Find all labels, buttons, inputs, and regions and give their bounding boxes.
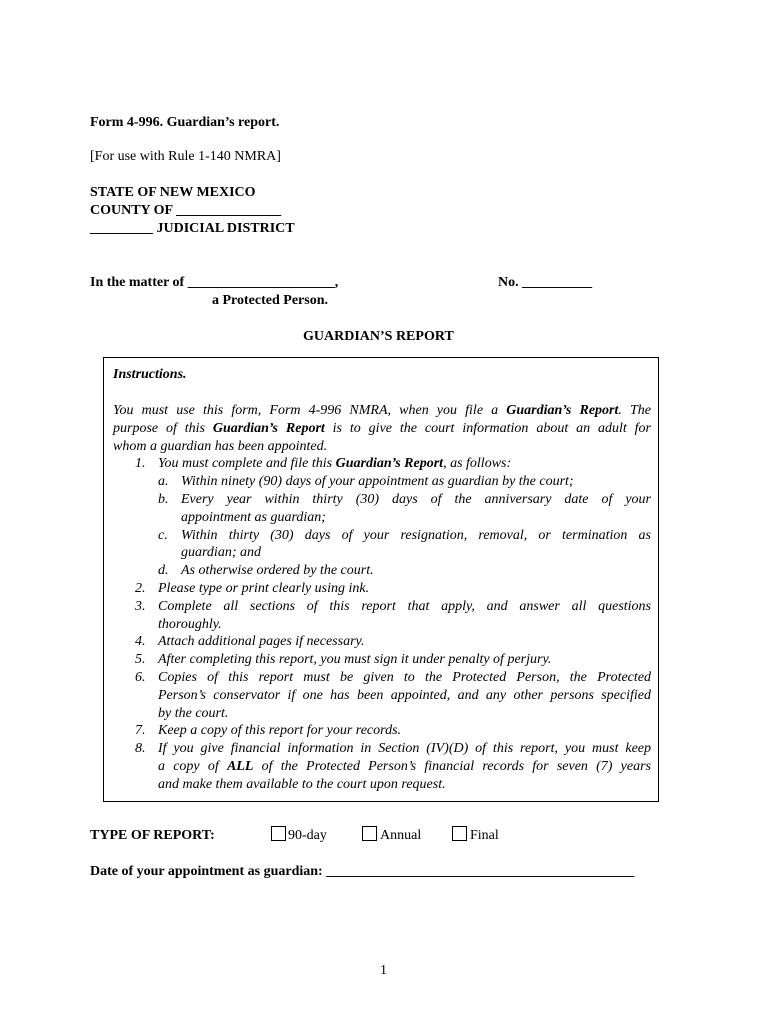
- instructions-intro-line: You must use this form, Form 4-996 NMRA, when you file a Guardian’s Report. The: [113, 403, 652, 418]
- instruction-item-line: by the court.: [158, 705, 229, 721]
- rule-note: [For use with Rule 1-140 NMRA]: [90, 149, 281, 164]
- instruction-item-line: guardian; and: [181, 545, 261, 561]
- instruction-item-line: Within thirty (30) days of your resignation, removal, or termination as: [181, 527, 651, 543]
- checkbox-final[interactable]: [452, 826, 467, 841]
- instruction-item-number: c.: [158, 527, 168, 543]
- matter-line: In the matter of _____________________,: [90, 275, 339, 290]
- instruction-item-line: After completing this report, you must sign it under penalty of perjury.: [158, 652, 552, 668]
- instruction-item-line: Every year within thirty (30) days of the anniversary date of your: [181, 492, 651, 507]
- instruction-item-number: 4.: [135, 634, 146, 650]
- instruction-item-number: d.: [158, 563, 169, 579]
- instruction-item-line: Complete all sections of this report that apply, and answer all questions: [158, 598, 651, 614]
- instructions-heading: Instructions.: [113, 367, 187, 382]
- instruction-item-line: As otherwise ordered by the court.: [181, 563, 374, 579]
- county-line: COUNTY OF _______________: [90, 203, 282, 218]
- instruction-item-line: and make them available to the court upon request.: [158, 776, 446, 792]
- state-line: STATE OF NEW MEXICO: [90, 185, 256, 200]
- instruction-item-line: You must complete and file this Guardian’s Report, as follows:: [158, 456, 512, 472]
- instruction-item-line: Copies of this report must be given to the Protected Person, the Protected: [158, 670, 651, 685]
- instruction-item-number: b.: [158, 492, 169, 507]
- instruction-item-number: 2.: [135, 581, 146, 596]
- instruction-item-line: Attach additional pages if necessary.: [158, 634, 365, 650]
- instructions-intro-line: whom a guardian has been appointed.: [113, 438, 328, 454]
- option-final-label: Final: [470, 828, 499, 843]
- instruction-item-line: Within ninety (90) days of your appointment as guardian by the court;: [181, 474, 574, 490]
- option-90-day-label: 90-day: [288, 828, 327, 843]
- protected-person-line: a Protected Person.: [212, 293, 328, 308]
- checkbox-annual[interactable]: [362, 826, 377, 841]
- instruction-item-number: 3.: [135, 598, 146, 614]
- instruction-item-line: If you give financial information in Section (IV)(D) of this report, you must keep: [158, 741, 651, 757]
- report-type-label: TYPE OF REPORT:: [90, 828, 215, 843]
- instruction-item-number: 1.: [135, 456, 146, 472]
- instruction-item-number: 6.: [135, 670, 146, 685]
- form-title: Form 4-996. Guardian’s report.: [90, 115, 280, 130]
- instruction-item-line: a copy of ALL of the Protected Person’s financial records for seven (7) years: [158, 759, 651, 774]
- instruction-item-line: thoroughly.: [158, 616, 222, 632]
- report-title: GUARDIAN’S REPORT: [303, 329, 454, 344]
- page-number: 1: [380, 963, 387, 978]
- checkbox-90-day[interactable]: [271, 826, 286, 841]
- instruction-item-line: Please type or print clearly using ink.: [158, 581, 370, 596]
- option-annual-label: Annual: [380, 828, 422, 843]
- instruction-item-number: 5.: [135, 652, 146, 668]
- instruction-item-number: 7.: [135, 723, 146, 739]
- case-number: No. __________: [498, 275, 593, 290]
- instructions-intro-line: purpose of this Guardian’s Report is to give the court information about an adult for: [113, 420, 652, 436]
- instruction-item-line: Person’s conservator if one has been appointed, and any other persons specified: [158, 687, 651, 703]
- instruction-item-line: Keep a copy of this report for your records.: [158, 723, 402, 739]
- district-line: _________ JUDICIAL DISTRICT: [90, 221, 295, 236]
- instruction-item-number: a.: [158, 474, 169, 490]
- appointment-date-line: Date of your appointment as guardian: ____________________________________________: [90, 864, 635, 879]
- instruction-item-number: 8.: [135, 741, 146, 757]
- instruction-item-line: appointment as guardian;: [181, 509, 326, 525]
